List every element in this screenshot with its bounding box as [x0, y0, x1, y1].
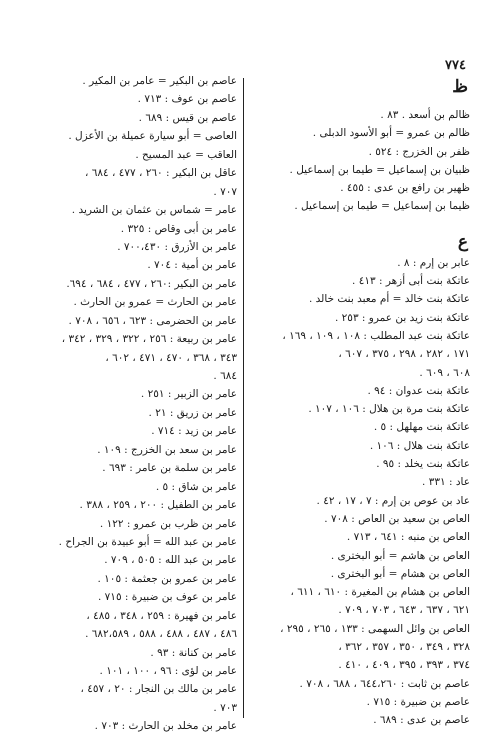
section-ain-entries: [258, 254, 470, 730]
index-entry: عامر بن كنانة : ٩٣ .: [150, 646, 237, 659]
index-entry: عاصم بن عوف : ٧١٣ .: [137, 93, 237, 106]
left-column-entries: [58, 72, 237, 736]
index-entry: عامر بن أبى وقاص : ٣٢٥ .: [120, 222, 237, 235]
index-entry: ٧٠٣ .: [213, 701, 237, 714]
index-entry: العاص بن سعيد بن العاص : ٧٠٨ .: [324, 512, 470, 525]
index-entry: عاتكة بنت عبد المطلب : ١٠٨ ، ١٠٩ ، ١٦٩ ،: [282, 329, 470, 342]
right-column: [258, 70, 470, 730]
index-entry: عاد : ٣٣١ .: [422, 476, 470, 489]
index-entry: ظالم بن أسعد . ٨٣ .: [380, 109, 470, 121]
index-entry: عامر بن الحارث = عمرو بن الحارث .: [73, 296, 237, 309]
section-gap: [258, 216, 470, 224]
index-entry: عامر بن البكير :٢٦٠ ، ٤٧٧ ، ٦٨٤ ، ٦٩٤.: [66, 277, 237, 290]
index-entry: عامر بن الزبير : ٢٥١ .: [140, 388, 237, 401]
index-entry: عامر بن عمرو بن جعثمة : ١٠٥ .: [97, 572, 237, 585]
column-divider: [243, 78, 244, 718]
index-entry: عاتكة بنت مرة بن هلال : ١٠٦ ، ١٠٧ .: [308, 403, 470, 416]
index-entry: عامر بن مخلد بن الحارث : ٧٠٣ .: [94, 720, 237, 733]
index-entry: ٧٠٧ .: [213, 185, 237, 198]
index-entry: ٦٠٨ ، ٦٠٩ .: [419, 366, 470, 379]
index-entry: العاص بن هشام بن المغيرة : ٦١٠ ، ٦١١ ،: [290, 586, 470, 599]
index-entry: عامر بن سعد بن الخزرج : ١٠٩ .: [97, 443, 237, 456]
index-entry: عاد بن عوص بن إرم : ٧ ، ١٧ ، ٤٢ .: [316, 494, 470, 507]
index-entry: عامر بن فهيرة : ٢٥٩ ، ٣٤٨ ، ٤٨٥ ،: [86, 609, 237, 622]
index-entry: عامر بن الحضرمى : ٦٢٣ ، ٦٥٦ ، ٧٠٨ .: [68, 314, 237, 327]
index-entry: عامر بن زيد : ٧١٤ .: [151, 425, 237, 438]
section-za-entries: [258, 106, 470, 216]
index-entry: عامر = شماس بن عثمان بن الشريد .: [71, 204, 237, 217]
index-entry: عامر بن الأزرق : ٧٠٠،٤٣٠ .: [117, 240, 237, 253]
index-entry: ٣٧٤ ، ٣٩٣ ، ٣٩٥ ، ٤٠٩ ، ٤١٠ .: [338, 659, 470, 672]
section-letter-ain: ع: [457, 231, 468, 252]
index-entry: عامر بن مالك بن النجار : ٢٠ ، ٤٥٧ ،: [80, 683, 237, 696]
index-entry: عامر بن ظرب بن عمرو : ١٢٢ .: [99, 517, 237, 530]
index-entry: ١٧١ ، ٢٨٢ ، ٢٩٨ ، ٣٧٥ ، ٦٠٧ ،: [338, 348, 470, 361]
index-entry: عامر بن عوف بن ضبيرة : ٧١٥ .: [97, 591, 237, 604]
index-entry: عامر بن أمية : ٧٠٤ .: [147, 259, 237, 272]
index-entry: عاصم بن ضبيرة : ٧١٥ .: [366, 695, 470, 708]
index-entry: عاتكة بنت يخلد : ٩٥ .: [376, 458, 470, 471]
index-entry: عاتكة بنت مهلهل : ٥ .: [373, 421, 470, 434]
index-entry: عامر بن عبد الله : ٥٠٥ ، ٧٠٩ .: [104, 554, 237, 567]
index-entry: عامر بن لؤى : ٩٦ ، ١٠٠ ، ١٠١ .: [99, 665, 237, 677]
index-entry: ٣٤٣ ، ٣٦٨ ، ٤٧٠ ، ٤٧١ ، ٦٠٢ ،: [105, 351, 237, 364]
index-entry: عاتكة بنت زيد بن عمرو : ٢٥٣ .: [334, 311, 470, 324]
index-entry: العاصى = أبو سيارة عميلة بن الأعزل .: [68, 130, 237, 143]
index-entry: عاصم بن ثابت : ٦٤٤،٢٦٠ ، ٦٨٨ ، ٧٠٨ .: [299, 677, 470, 690]
index-entry: ٣٢٨ ، ٣٤٩ ، ٣٥٠ ، ٣٥٧ ، ٣٦٢ ،: [338, 641, 470, 654]
index-entry: عامر بن ربيعة : ٢٥٦ ، ٣٢٢ ، ٣٢٩ ، ٣٤٢ ،: [61, 333, 237, 346]
index-entry: عاتكة بنت عدوان : ٩٤ .: [367, 384, 470, 397]
index-entry: عامر بن شاق : ٥ .: [155, 480, 237, 493]
index-entry: ظيما بن إسماعيل = طيما بن إسماعيل .: [294, 200, 470, 213]
index-entry: العاص بن وائل السهمى : ١٣٣ ، ٢٦٥ ، ٢٩٥ ،: [280, 622, 470, 635]
index-entry: عامر بن عبد الله = أبو عبيدة بن الجراح .: [58, 535, 237, 548]
index-entry: العاقب = عبد المسيح .: [135, 148, 237, 161]
index-entry: العاص بن منبه : ٦٤١ ، ٧١٣ .: [346, 531, 470, 544]
left-column: [58, 72, 237, 736]
index-entry: عاصم بن البكير = عامر بن المكير .: [82, 75, 237, 87]
index-entry: عاصم بن عدى : ٦٨٩ .: [373, 714, 470, 727]
index-entry: عامر بن زريق : ٢١ .: [148, 406, 237, 419]
index-entry: ٦٨٤ .: [213, 370, 237, 382]
page-number: ٧٧٤: [445, 58, 466, 73]
index-entry: ٦٢١ ، ٦٣٧ ، ٦٤٣ ، ٧٠٣ ، ٧٠٩ .: [338, 604, 470, 617]
index-entry: عاتكة بنت خالد = أم معبد بنت خالد .: [308, 293, 470, 306]
index-entry: ظفر بن الخزرج : ٥٢٤ .: [368, 145, 470, 158]
index-entry: عاقل بن البكير : ٢٦٠ ، ٤٧٧ ، ٦٨٤ ،: [85, 167, 237, 180]
index-entry: العاص بن هشام = أبو البخترى .: [330, 567, 470, 580]
index-entry: ظالم بن عمرو = أبو الأسود الدبلى .: [312, 127, 470, 140]
index-entry: عاصم بن قيس : ٦٨٩ .: [138, 111, 237, 124]
index-entry: عاتكة بنت أبى أزهر : ٤١٣ .: [352, 275, 470, 288]
index-entry: عامر بن سلمة بن عامر : ٦٩٣ .: [102, 462, 237, 475]
index-entry: ظهير بن رافع بن عدى : ٤٥٥ .: [340, 182, 470, 195]
index-entry: عاتكة بنت هلال : ١٠٦ .: [369, 439, 470, 452]
index-entry: عامر بن الطفيل : ٢٠٠ ، ٢٥٩ ، ٣٨٨ .: [79, 499, 237, 512]
index-entry: عابر بن إرم : ٨ .: [397, 256, 470, 269]
index-entry: العاص بن هاشم = أبو البخترى .: [330, 549, 470, 562]
section-letter-za: ظ: [452, 77, 468, 97]
index-entry: ظبيان بن إسماعيل = طيما بن إسماعيل .: [289, 163, 470, 176]
index-entry: ٤٨٦ ، ٤٨٧ ، ٤٨٨ ، ٥٨٨ ، ٦٨٢،٥٨٩ .: [85, 628, 237, 641]
